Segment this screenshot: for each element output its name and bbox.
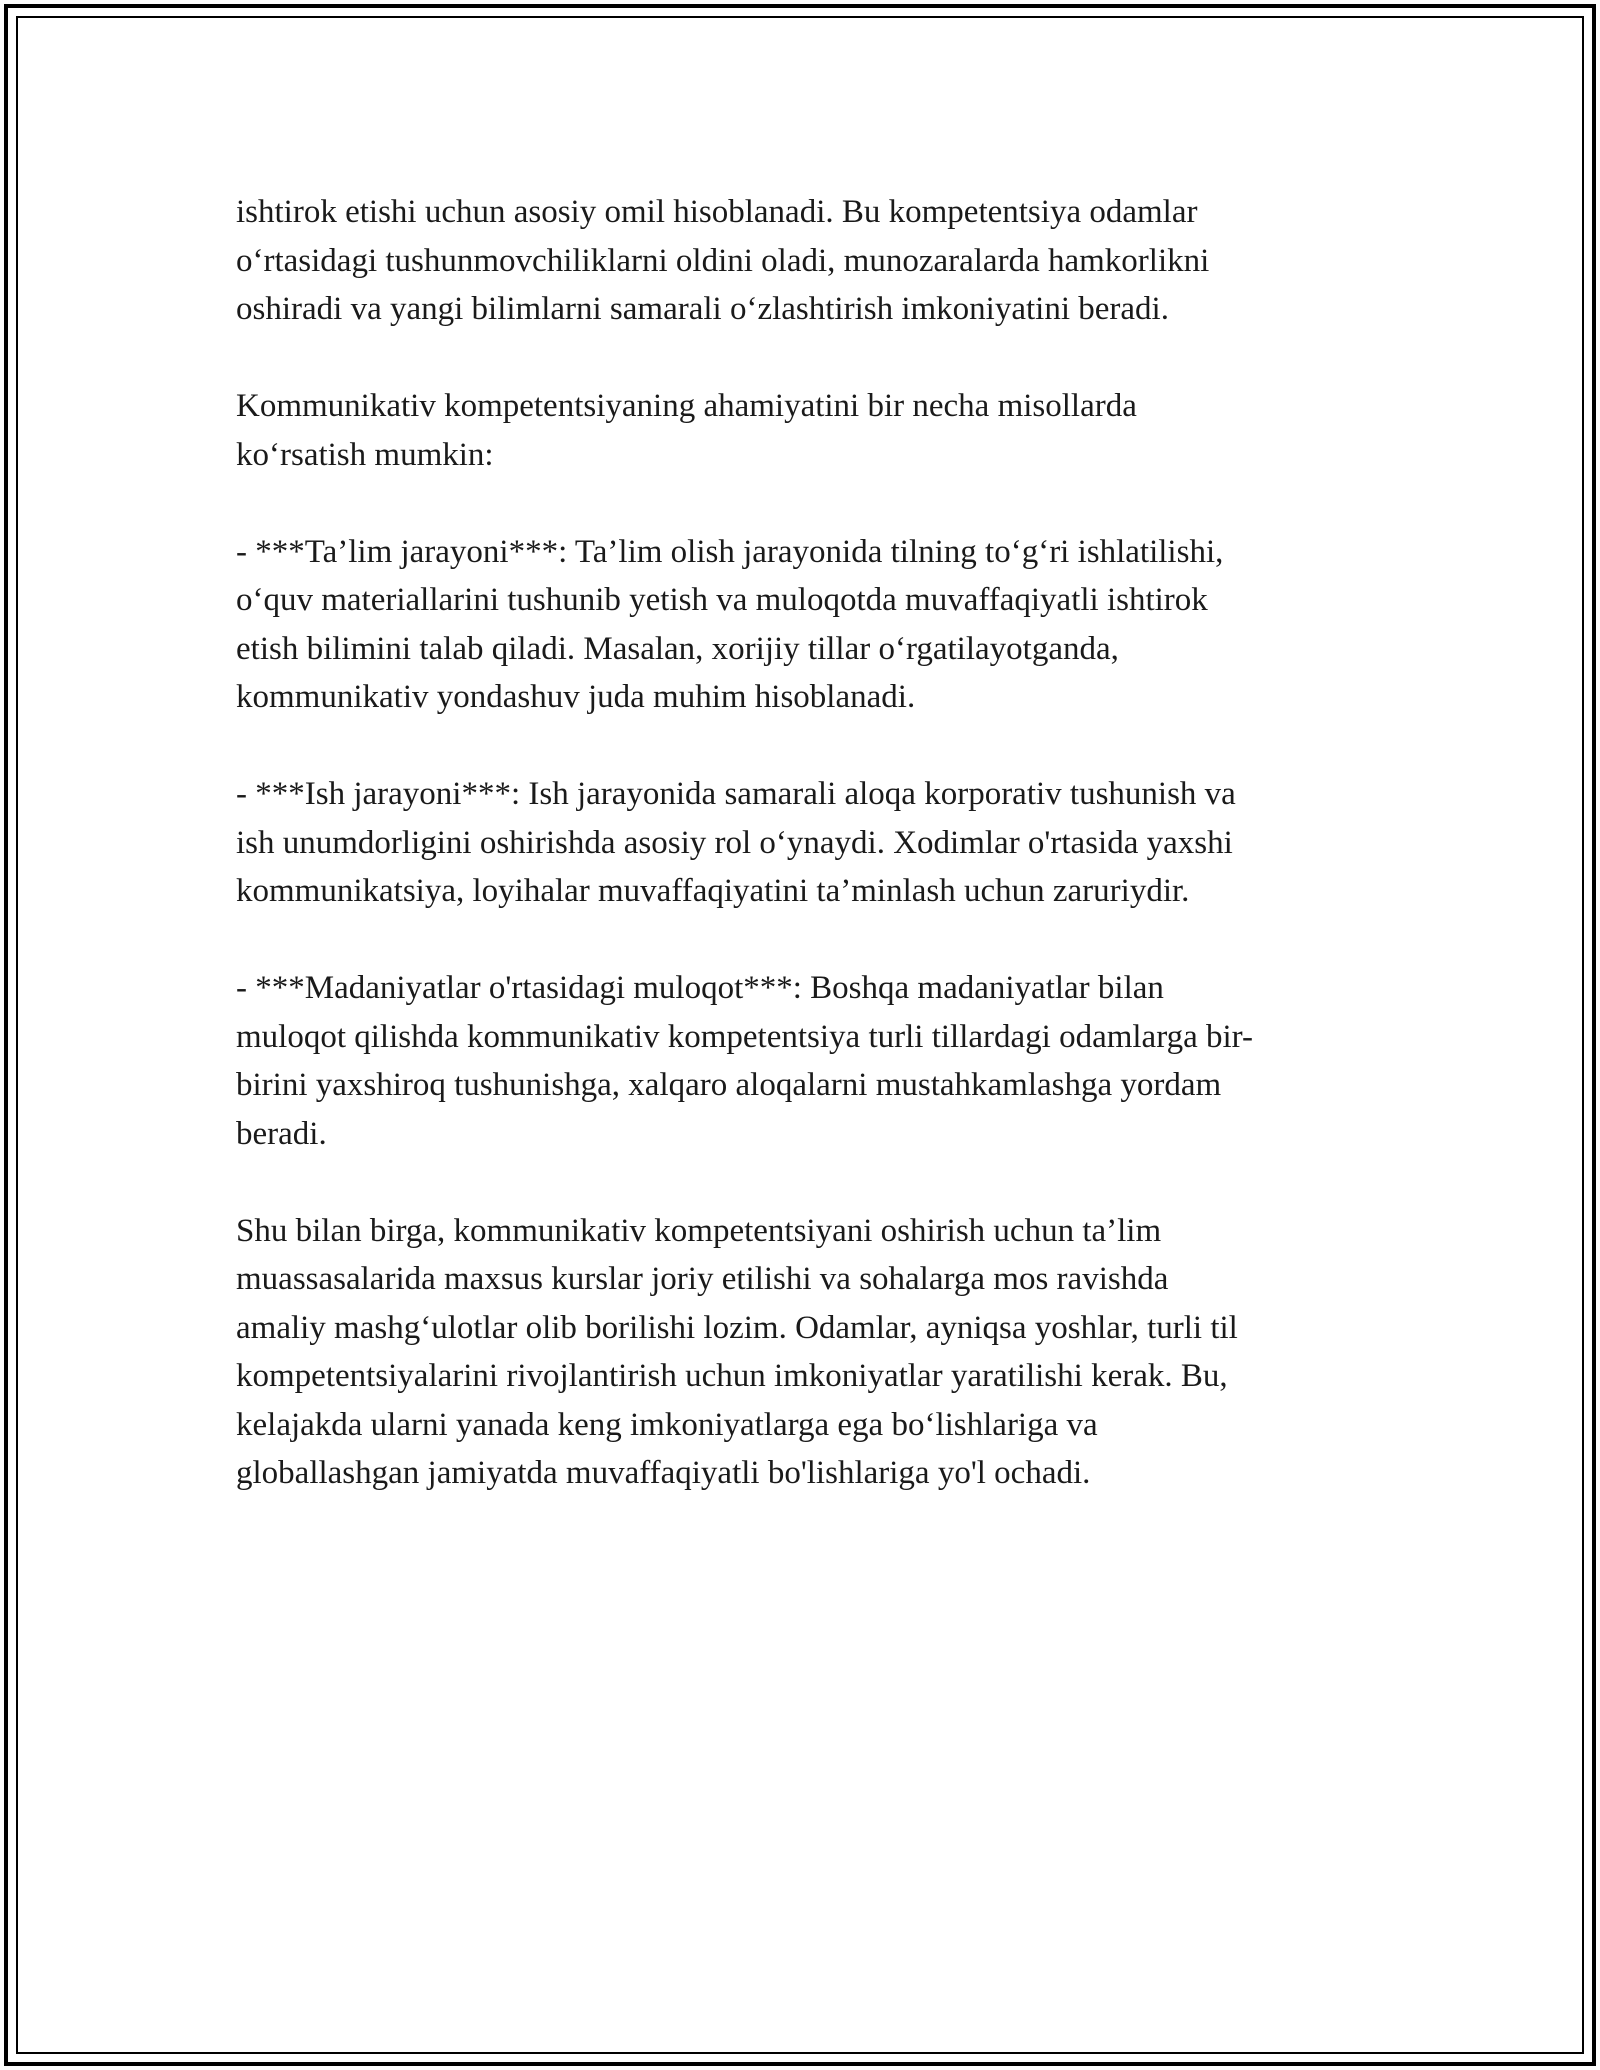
paragraph-intro [236,188,1386,334]
text-line: kommunikativ yondashuv juda muhim hisoblanadi. [236,679,916,715]
list-item-education [236,528,1386,722]
text-line: oshiradi va yangi bilimlarni samarali o‘zlashtirish imkoniyatini beradi. [236,291,1169,327]
text-line: ishtirok etishi uchun asosiy omil hisoblanadi. Bu kompetentsiya odamlar [236,194,1198,230]
paragraph-examples-intro [236,382,1386,479]
text-line: - ***Ish jarayoni***: Ish jarayonida samarali aloqa korporativ tushunish va [236,776,1236,812]
text-line: beradi. [236,1115,327,1152]
text-line: kelajakda ularni yanada keng imkoniyatlarga ega bo‘lishlariga va [236,1406,1098,1443]
text-line: birini yaxshiroq tushunishga, xalqaro aloqalarni mustahkamlashga yordam [236,1067,1222,1103]
document-body [236,188,1386,1546]
text-line: muloqot qilishda kommunikativ kompetentsiya turli tillardagi odamlarga bir- [236,1018,1253,1055]
text-line: globallashgan jamiyatda muvaffaqiyatli bo'lishlariga yo'l ochadi. [236,1455,1091,1491]
text-line: ko‘rsatish mumkin: [236,436,494,473]
list-item-work [236,770,1386,916]
text-line: Kommunikativ kompetentsiyaning ahamiyatini bir necha misollarda [236,388,1137,424]
text-line: amaliy mashg‘ulotlar olib borilishi lozim. Odamlar, ayniqsa yoshlar, turli til [236,1309,1238,1346]
text-line: Shu bilan birga, kommunikativ kompetentsiyani oshirish uchun ta’lim [236,1212,1162,1249]
text-line: o‘quv materiallarini tushunib yetish va muloqotda muvaffaqiyatli ishtirok [236,582,1208,618]
text-line: o‘rtasidagi tushunmovchiliklarni oldini oladi, munozaralarda hamkorlikni [236,242,1210,279]
text-line: - ***Madaniyatlar o'rtasidagi muloqot***: Boshqa madaniyatlar bilan [236,970,1164,1006]
text-line: - ***Ta’lim jarayoni***: Ta’lim olish jarayonida tilning to‘g‘ri ishlatilishi, [236,533,1224,570]
text-line: muassasalarida maxsus kurslar joriy etilishi va sohalarga mos ravishda [236,1261,1169,1297]
paragraph-conclusion [236,1207,1386,1498]
list-item-intercultural [236,964,1386,1158]
text-line: etish bilimini talab qiladi. Masalan, xorijiy tillar o‘rgatilayotganda, [236,630,1119,667]
text-line: kommunikatsiya, loyihalar muvaffaqiyatini ta’minlash uchun zaruriydir. [236,873,1190,909]
text-line: kompetentsiyalarini rivojlantirish uchun imkoniyatlar yaratilishi kerak. Bu, [236,1358,1228,1394]
text-line: ish unumdorligini oshirishda asosiy rol o‘ynaydi. Xodimlar o'rtasida yaxshi [236,824,1233,861]
